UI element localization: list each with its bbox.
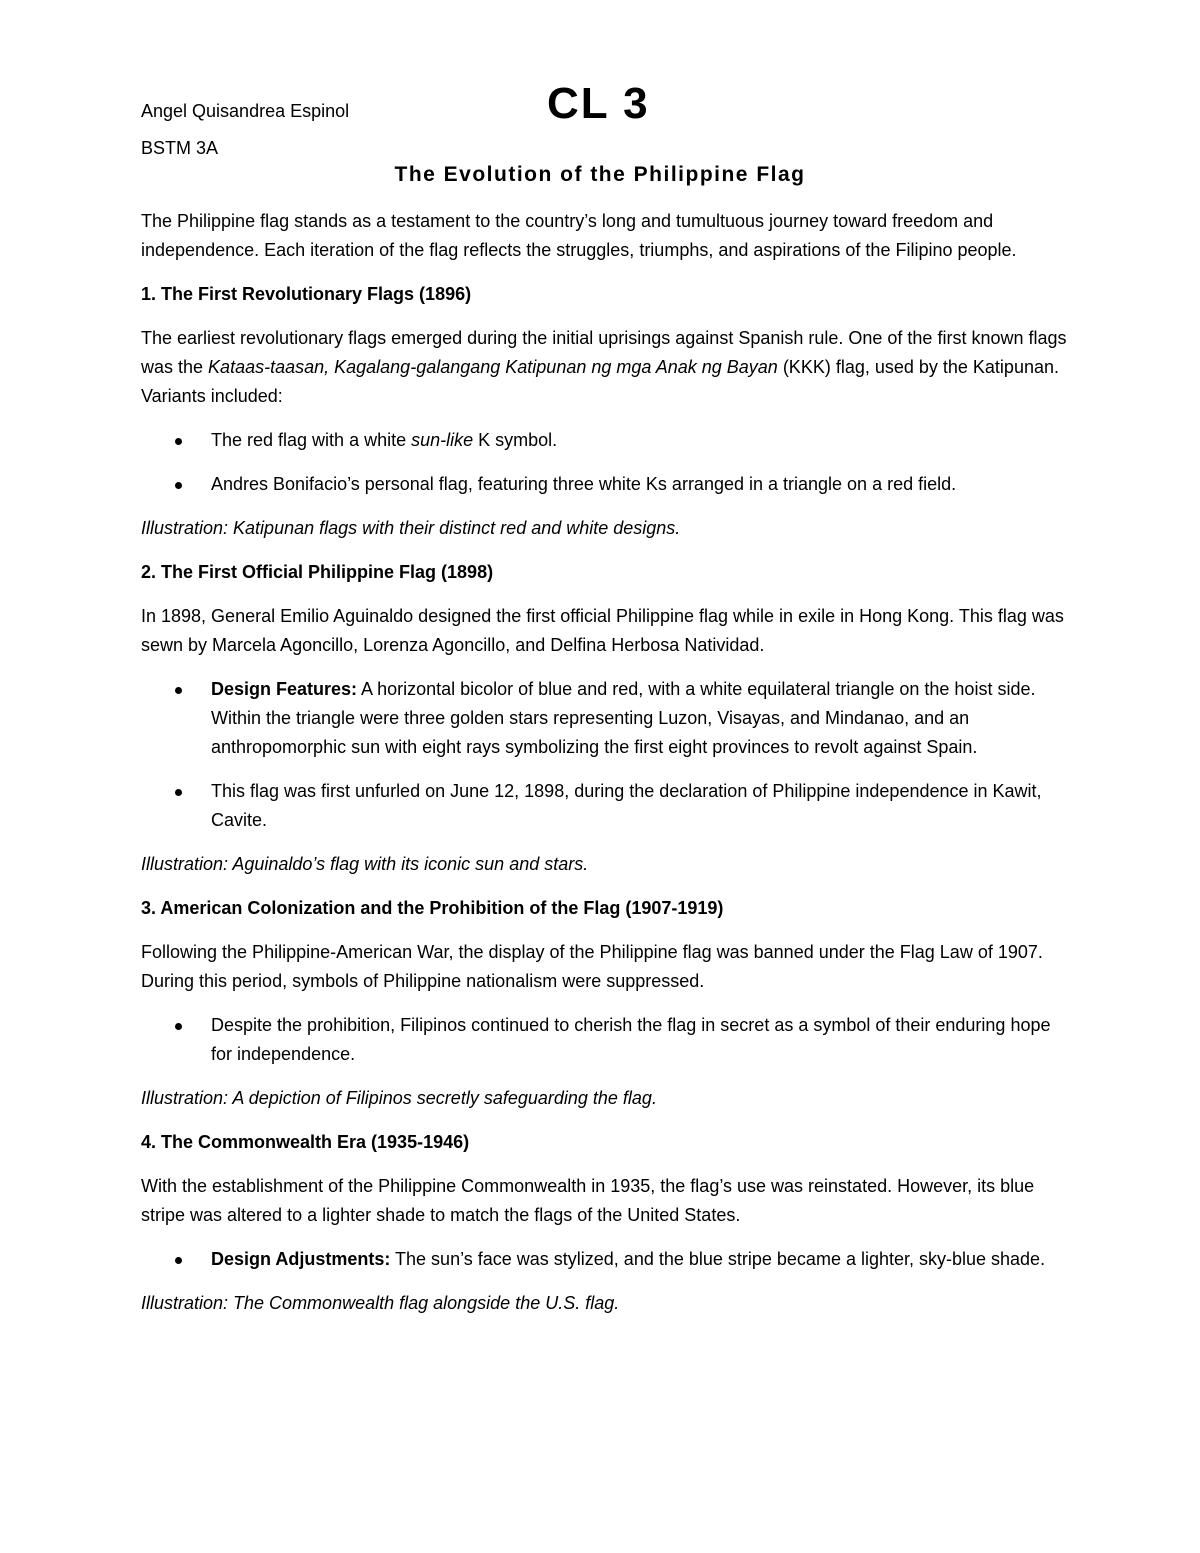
list-item-text: Despite the prohibition, Filipinos continued to cherish the flag in secret as a symbol of their enduring hope for independence. <box>211 1015 1051 1064</box>
bullet-icon <box>175 789 182 796</box>
illustration-caption: Illustration: A depiction of Filipinos secretly safeguarding the flag. <box>141 1088 657 1108</box>
section-paragraph: In 1898, General Emilio Aguinaldo designed the first official Philippine flag while in exile in Hong Kong. This flag was sewn by Marcela Agoncillo, Lorenza Agoncillo, and Delfina Herbosa Natividad. <box>141 606 1064 655</box>
list-item-text: A horizontal bicolor of blue and red, with a white equilateral triangle on the hoist side. Within the triangle were three golden stars representing Luzon, Visayas, and Mindanao, and an anthropomorphic sun with eight rays symbolizing the first eight provinces to revolt against Spain. <box>211 679 1036 757</box>
intro-paragraph: The Philippine flag stands as a testament to the country’s long and tumultuous journey toward freedom and independence. Each iteration of the flag reflects the struggles, triumphs, and aspirations of the Filipino people. <box>141 211 1017 260</box>
section-heading: 1. The First Revolutionary Flags (1896) <box>141 284 472 304</box>
list-item <box>141 470 1071 499</box>
bullet-icon <box>175 687 182 694</box>
list-item-text: K symbol. <box>473 430 558 450</box>
document-title: The Evolution of the Philippine Flag <box>394 163 806 186</box>
bullet-icon <box>175 438 182 445</box>
list-item-label: Design Features: <box>211 679 358 699</box>
list-item-text: The red flag with a white <box>211 430 412 450</box>
bullet-list <box>141 675 1071 835</box>
illustration-caption: Illustration: Aguinaldo’s flag with its iconic sun and stars. <box>141 854 589 874</box>
list-item <box>141 777 1071 835</box>
list-item <box>141 1011 1071 1069</box>
bullet-icon <box>175 482 182 489</box>
bullet-list <box>141 1011 1071 1069</box>
list-item <box>141 1245 1071 1274</box>
katipunan-full-name: Kataas-taasan, Kagalang-galangang Katipunan ng mga Anak ng Bayan <box>208 357 778 377</box>
list-item-text: The sun’s face was stylized, and the blue stripe became a lighter, sky-blue shade. <box>390 1249 1046 1269</box>
bullet-list <box>141 1245 1071 1274</box>
list-item-text: Andres Bonifacio’s personal flag, featuring three white Ks arranged in a triangle on a red field. <box>211 474 957 494</box>
bullet-icon <box>175 1023 182 1030</box>
list-item <box>141 675 1071 762</box>
list-item-label: Design Adjustments: <box>211 1249 391 1269</box>
illustration-caption: Illustration: The Commonwealth flag alongside the U.S. flag. <box>141 1293 620 1313</box>
bullet-list <box>141 426 1071 499</box>
paragraph-text: The earliest revolutionary flags emerged during the initial uprisings against Spanish rule. One of the first known flags was the <box>141 328 1067 377</box>
document-body <box>141 207 1071 1333</box>
illustration-caption: Illustration: Katipunan flags with their distinct red and white designs. <box>141 518 681 538</box>
author-name: Angel Quisandrea Espinol <box>141 101 350 121</box>
list-item <box>141 426 1071 455</box>
assignment-code: CL 3 <box>547 79 650 128</box>
section-heading: 3. American Colonization and the Prohibition of the Flag (1907-1919) <box>141 898 724 918</box>
list-item-emphasis: sun-like <box>411 430 474 450</box>
section-paragraph: Following the Philippine-American War, the display of the Philippine flag was banned under the Flag Law of 1907. During this period, symbols of Philippine nationalism were suppressed. <box>141 942 1043 991</box>
class-section: BSTM 3A <box>141 138 219 158</box>
section-heading: 4. The Commonwealth Era (1935-1946) <box>141 1132 470 1152</box>
section-heading: 2. The First Official Philippine Flag (1898) <box>141 562 494 582</box>
bullet-icon <box>175 1257 182 1264</box>
list-item-text: This flag was first unfurled on June 12, 1898, during the declaration of Philippine independence in Kawit, Cavite. <box>211 781 1042 830</box>
section-paragraph: With the establishment of the Philippine Commonwealth in 1935, the flag’s use was reinstated. However, its blue stripe was altered to a lighter shade to match the flags of the United States. <box>141 1176 1035 1225</box>
paragraph-text: (KKK) flag, used by the Katipunan. Variants included: <box>141 357 1059 406</box>
section-paragraph <box>141 324 1071 411</box>
